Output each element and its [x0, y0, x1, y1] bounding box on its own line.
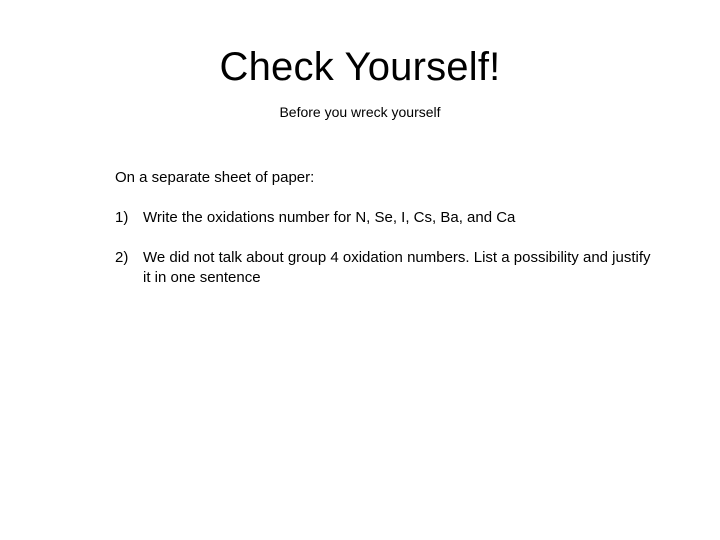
list-item-text: Write the oxidations number for N, Se, I, Cs, Ba, and Ca [143, 209, 516, 226]
slide-title: Check Yourself! [219, 45, 501, 89]
slide-subtitle: Before you wreck yourself [279, 104, 441, 120]
list-item [115, 208, 655, 228]
list-item-text: We did not talk about group 4 oxidation numbers. List a possibility and justify it in one sentence [143, 249, 651, 286]
list-item-number: 2) [115, 249, 129, 266]
list-item [115, 248, 655, 288]
slide-body [115, 168, 655, 308]
intro-text: On a separate sheet of paper: [115, 169, 315, 186]
list-item-number: 1) [115, 209, 129, 226]
